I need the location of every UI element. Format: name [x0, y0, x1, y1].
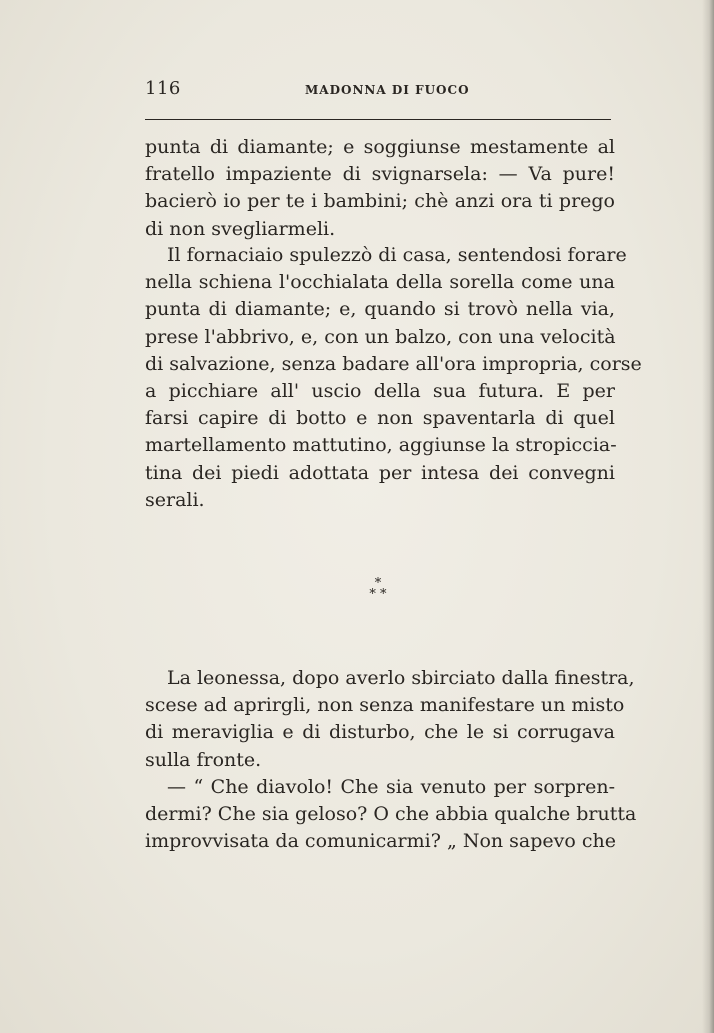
- text-line: La leonessa, dopo averlo sbirciato dalla finestra,: [167, 667, 635, 689]
- header-rule: [145, 119, 611, 120]
- text-line: di meraviglia e di disturbo, che le si corrugava: [145, 721, 615, 744]
- text-line: nella schiena l'occhialata della sorella come una: [145, 271, 615, 294]
- text-line: Il fornaciaio spulezzò di casa, sentendosi forare: [167, 244, 627, 266]
- text-line: martellamento mattutino, aggiunse la stropiccia-: [145, 434, 617, 457]
- text-line: prese l'abbrivo, e, con un balzo, con una velocità: [145, 325, 616, 348]
- text-line: bacierò io per te i bambini; chè anzi ora ti prego: [145, 190, 615, 213]
- text-line: serali.: [145, 488, 205, 511]
- text-line: improvvisata da comunicarmi? „ Non sapevo che: [145, 830, 616, 853]
- asterism-top: *: [374, 576, 382, 591]
- text-line: punta di diamante; e, quando si trovò nella via,: [145, 298, 615, 321]
- text-line: di non svegliarmeli.: [145, 217, 336, 240]
- paragraph-1: [145, 134, 615, 243]
- text-line: punta di diamante; e soggiunse mestamente al: [145, 136, 615, 158]
- text-line: scese ad aprirgli, non senza manifestare un misto: [145, 694, 625, 717]
- running-title: MADONNA DI FUOCO: [305, 83, 470, 97]
- text-line: tina dei piedi adottata per intesa dei convegni: [145, 461, 615, 484]
- page-edge-shadow: [702, 0, 714, 1033]
- text-line: di salvazione, senza badare all'ora impropria, corse: [145, 352, 642, 375]
- page-header: [145, 78, 611, 108]
- asterism-bottom: * *: [369, 587, 387, 602]
- text-line: a picchiare all' uscio della sua futura. E per: [145, 379, 615, 402]
- paragraph-2: [145, 242, 642, 514]
- asterism-separator: [358, 578, 398, 600]
- text-line: — “ Che diavolo! Che sia venuto per sorpren-: [167, 775, 615, 798]
- page-number: 116: [145, 78, 181, 99]
- paragraph-3: [145, 665, 637, 855]
- text-line: farsi capire di botto e non spaventarla di quel: [145, 407, 615, 430]
- text-line: dermi? Che sia geloso? O che abbia qualche brutta: [145, 802, 637, 825]
- text-line: sulla fronte.: [145, 748, 262, 771]
- text-line: fratello impaziente di svignarsela: — Va pure!: [145, 163, 615, 186]
